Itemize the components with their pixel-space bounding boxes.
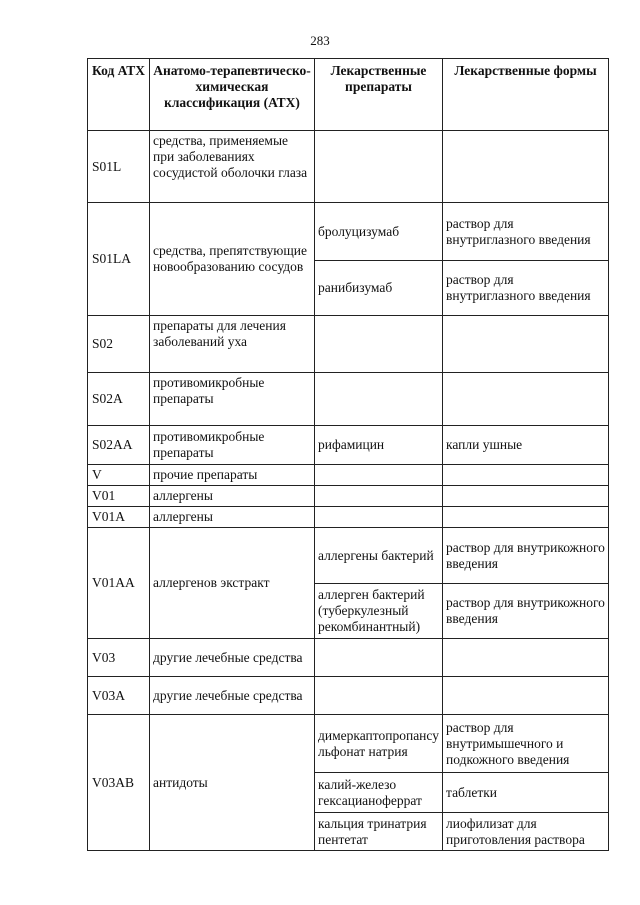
atx-code: V03 <box>88 639 150 677</box>
atx-classification: другие лечебные средства <box>150 677 315 715</box>
atx-code: V <box>88 465 150 486</box>
atx-classification: прочие препараты <box>150 465 315 486</box>
table-row <box>88 131 609 203</box>
drug-cell: ранибизумаб <box>315 261 443 316</box>
page-number: 283 <box>310 33 330 48</box>
atx-code: V01AA <box>88 528 150 639</box>
drug-cell <box>315 465 443 486</box>
table-row <box>88 507 609 528</box>
drug-cell <box>315 316 443 373</box>
form-cell: раствор для внутрикожного введения <box>443 528 609 584</box>
atx-classification: аллергенов экстракт <box>150 528 315 639</box>
form-cell <box>443 639 609 677</box>
atx-classification: препараты для лечения заболеваний уха <box>150 316 315 373</box>
form-cell <box>443 486 609 507</box>
table-row <box>88 373 609 426</box>
drug-cell: бролуцизумаб <box>315 203 443 261</box>
table-row <box>88 203 609 261</box>
atx-code: V03AB <box>88 715 150 851</box>
drug-cell <box>315 677 443 715</box>
table-header-row <box>88 59 609 131</box>
table-row <box>88 639 609 677</box>
form-cell <box>443 507 609 528</box>
table-row <box>88 316 609 373</box>
header-code: Код АТХ <box>88 59 150 131</box>
atx-classification: средства, препятствующие новообразованию сосудов <box>150 203 315 316</box>
form-cell: капли ушные <box>443 426 609 465</box>
form-cell: лиофилизат для приготовления раствора <box>443 813 609 851</box>
header-classification: Анатомо-терапевтическо-химическая классификация (АТХ) <box>150 59 315 131</box>
atx-code: S01L <box>88 131 150 203</box>
header-forms: Лекарственные формы <box>443 59 609 131</box>
form-cell: раствор для внутрикожного введения <box>443 584 609 639</box>
atx-classification: противомикробные препараты <box>150 426 315 465</box>
form-cell <box>443 316 609 373</box>
drug-cell: кальция тринатрия пентетат <box>315 813 443 851</box>
form-cell <box>443 131 609 203</box>
atx-classification: аллергены <box>150 507 315 528</box>
drug-cell <box>315 131 443 203</box>
drug-cell <box>315 486 443 507</box>
table-row <box>88 677 609 715</box>
form-cell: раствор для внутримышечного и подкожного введения <box>443 715 609 773</box>
header-drugs: Лекарственные препараты <box>315 59 443 131</box>
drug-cell: аллергены бактерий <box>315 528 443 584</box>
atx-code: S02AA <box>88 426 150 465</box>
form-cell <box>443 373 609 426</box>
atx-code: S02 <box>88 316 150 373</box>
table-row <box>88 528 609 584</box>
atx-code: S02A <box>88 373 150 426</box>
drug-cell: аллерген бактерий (туберкулезный рекомбинантный) <box>315 584 443 639</box>
form-cell: раствор для внутриглазного введения <box>443 203 609 261</box>
atx-code: S01LA <box>88 203 150 316</box>
atx-code: V01 <box>88 486 150 507</box>
drug-cell: димеркаптопропансульфонат натрия <box>315 715 443 773</box>
form-cell <box>443 677 609 715</box>
table-row <box>88 486 609 507</box>
form-cell: раствор для внутриглазного введения <box>443 261 609 316</box>
atx-classification: противомикробные препараты <box>150 373 315 426</box>
table-row <box>88 715 609 773</box>
table-row <box>88 465 609 486</box>
form-cell <box>443 465 609 486</box>
drug-cell <box>315 507 443 528</box>
drug-cell: калий-железо гексацианоферрат <box>315 773 443 813</box>
atx-code: V03A <box>88 677 150 715</box>
atx-classification: аллергены <box>150 486 315 507</box>
drug-cell <box>315 373 443 426</box>
table-row <box>88 426 609 465</box>
atx-code: V01A <box>88 507 150 528</box>
atx-classification: средства, применяемые при заболеваниях сосудистой оболочки глаза <box>150 131 315 203</box>
drug-cell: рифамицин <box>315 426 443 465</box>
atx-classification: антидоты <box>150 715 315 851</box>
drug-cell <box>315 639 443 677</box>
form-cell: таблетки <box>443 773 609 813</box>
atx-table <box>87 58 609 851</box>
atx-classification: другие лечебные средства <box>150 639 315 677</box>
